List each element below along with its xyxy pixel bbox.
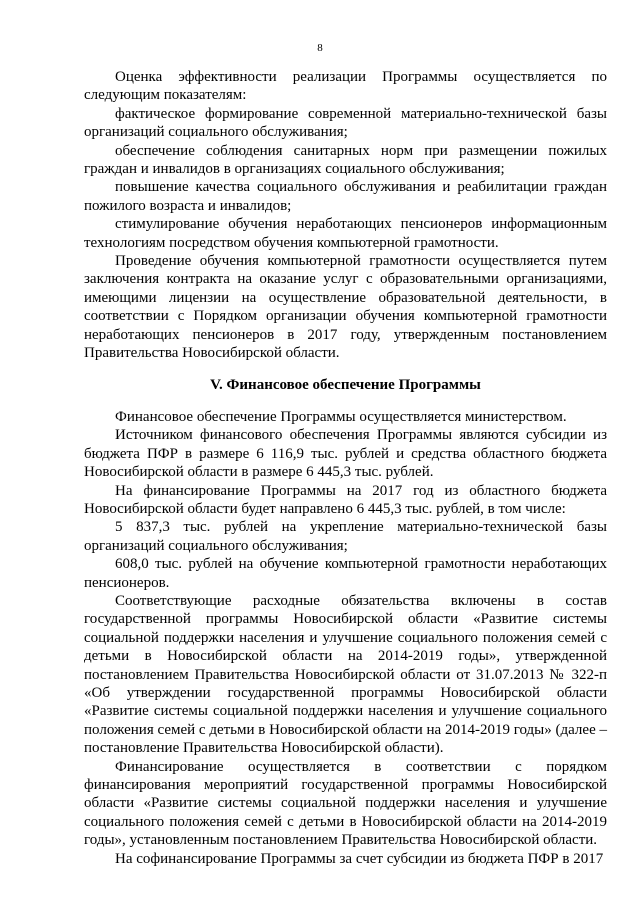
paragraph-amount-training: 608,0 тыс. рублей на обучение компьютерной грамотности неработающих пенсионеров. bbox=[84, 556, 607, 591]
paragraph-financing-ministry: Финансовое обеспечение Программы осуществляется министерством. bbox=[115, 408, 567, 425]
paragraph-training-contract: Проведение обучения компьютерной грамотности осуществляется путем заключения контракта на оказание услуг с образовательными организациями, имеющими лицензии на осуществление образовательной деятельности, в соответствии с Порядком организации обучения компьютерной грамотности неработающих пенсионеров в 2017 году, утвержденным постановлением Правительства Новосибирской области. bbox=[84, 253, 607, 362]
page-number: 8 bbox=[317, 42, 323, 54]
paragraph-financing-2017: На финансирование Программы на 2017 год из областного бюджета Новосибирской области будет направлено 6 445,3 тыс. рублей, в том числе: bbox=[84, 482, 607, 517]
paragraph-financing-order: Финансирование осуществляется в соответствии с порядком финансирования мероприятий государственной программы Новосибирской области «Развитие системы социальной поддержки населения и улучшение социального положения семей с детьми в Новосибирской области на 2014-2019 годы», установленным постановлением Правительства Новосибирской области. bbox=[84, 758, 607, 849]
paragraph-indicator-sanitary-norms: обеспечение соблюдения санитарных норм при размещении пожилых граждан и инвалидов в организациях социального обслуживания; bbox=[84, 142, 607, 178]
paragraph-evaluation-intro: Оценка эффективности реализации Программы осуществляется по следующим показателям: bbox=[84, 69, 607, 104]
paragraph-financing-sources: Источником финансового обеспечения Программы являются субсидии из бюджета ПФР в размере 6 116,9 тыс. рублей и средства областного бюджета Новосибирской области в размере 6 445,3 тыс. рублей. bbox=[84, 427, 607, 481]
paragraph-indicator-service-quality: повышение качества социального обслуживания и реабилитации граждан пожилого возраста и инвалидов; bbox=[84, 179, 607, 214]
paragraph-indicator-material-base: фактическое формирование современной материально-технической базы организаций социального обслуживания; bbox=[84, 105, 607, 141]
paragraph-cofinancing: На софинансирование Программы за счет субсидии из бюджета ПФР в 2017 bbox=[115, 850, 604, 867]
document-body bbox=[84, 68, 607, 868]
section-heading-financing: V. Финансовое обеспечение Программы bbox=[210, 376, 481, 393]
paragraph-indicator-training: стимулирование обучения неработающих пенсионеров информационным технологиям посредством обучения компьютерной грамотности. bbox=[84, 216, 607, 251]
paragraph-expenditure-obligations: Соответствующие расходные обязательства включены в состав государственной программы Новосибирской области «Развитие системы социальной поддержки населения и улучшение социального положения семей с детьми в Новосибирской области на 2014-2019 годы», утвержденной постановлением Правительства Новосибирской области от 31.07.2013 № 322-п «Об утверждении государственной программы Новосибирской области «Развитие системы социальной поддержки населения и улучшение социального положения семей с детьми в Новосибирской области на 2014-2019 годы» (далее – постановление Правительства Новосибирской области). bbox=[84, 592, 607, 757]
paragraph-amount-material-base: 5 837,3 тыс. рублей на укрепление материально-технической базы организаций социального обслуживания; bbox=[84, 519, 607, 554]
